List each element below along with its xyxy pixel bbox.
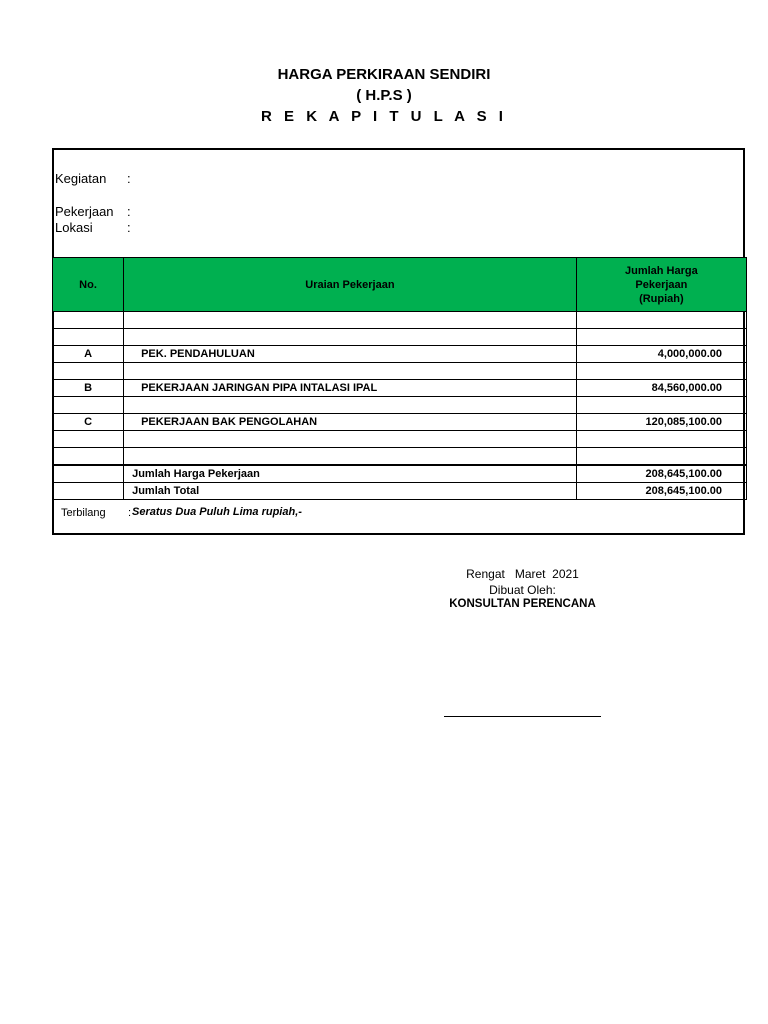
item-desc: PEKERJAAN JARINGAN PIPA INTALASI IPAL [124, 380, 577, 397]
header-jumlah-line1: Jumlah Harga [624, 264, 698, 277]
kegiatan-colon: : [127, 171, 131, 186]
terbilang-colon: : [128, 507, 132, 519]
section-title: R E K A P I T U L A S I [261, 108, 507, 125]
terbilang-row [52, 505, 747, 535]
item-desc: PEK. PENDAHULUAN [124, 346, 577, 363]
header-jumlah-line2: Pekerjaan [635, 278, 688, 291]
jumlah-harga-value: 208,645,100.00 [576, 465, 746, 483]
document-title: HARGA PERKIRAAN SENDIRI [277, 66, 491, 83]
table-row-empty [53, 312, 747, 329]
header-jumlah-line3: (Rupiah) [639, 292, 684, 305]
jumlah-harga-label: Jumlah Harga Pekerjaan [124, 465, 577, 483]
document-subtitle: ( H.P.S ) [356, 87, 412, 104]
item-no: B [53, 380, 124, 397]
total-row [53, 483, 747, 500]
table-row-empty [53, 363, 747, 380]
kegiatan-label: Kegiatan [55, 171, 107, 186]
jumlah-total-value: 208,645,100.00 [576, 483, 746, 500]
terbilang-label: Terbilang [61, 507, 106, 519]
item-desc: PEKERJAAN BAK PENGOLAHAN [124, 414, 577, 431]
item-amount: 120,085,100.00 [576, 414, 746, 431]
pekerjaan-label: Pekerjaan [55, 204, 114, 219]
pekerjaan-colon: : [127, 204, 131, 219]
table-header-row [53, 258, 747, 312]
table-row [53, 380, 747, 397]
table-row [53, 346, 747, 363]
signature-org: KONSULTAN PERENCANA [449, 598, 596, 610]
terbilang-value: Seratus Dua Puluh Lima rupiah,- [132, 506, 302, 518]
hps-table [52, 257, 747, 500]
item-no: C [53, 414, 124, 431]
total-row [53, 465, 747, 483]
table-row-empty [53, 448, 747, 466]
table-row-empty [53, 397, 747, 414]
table-row-empty [53, 329, 747, 346]
header-jumlah [576, 258, 746, 312]
table-row [53, 414, 747, 431]
signature-made-by: Dibuat Oleh: [489, 583, 556, 597]
signature-place-date: Rengat Maret 2021 [466, 567, 579, 581]
lokasi-label: Lokasi [55, 220, 93, 235]
header-no: No. [53, 258, 124, 312]
table-row-empty [53, 431, 747, 448]
item-amount: 4,000,000.00 [576, 346, 746, 363]
jumlah-total-label: Jumlah Total [124, 483, 577, 500]
header-uraian: Uraian Pekerjaan [124, 258, 577, 312]
item-no: A [53, 346, 124, 363]
signature-line [444, 716, 601, 717]
item-amount: 84,560,000.00 [576, 380, 746, 397]
lokasi-colon: : [127, 220, 131, 235]
